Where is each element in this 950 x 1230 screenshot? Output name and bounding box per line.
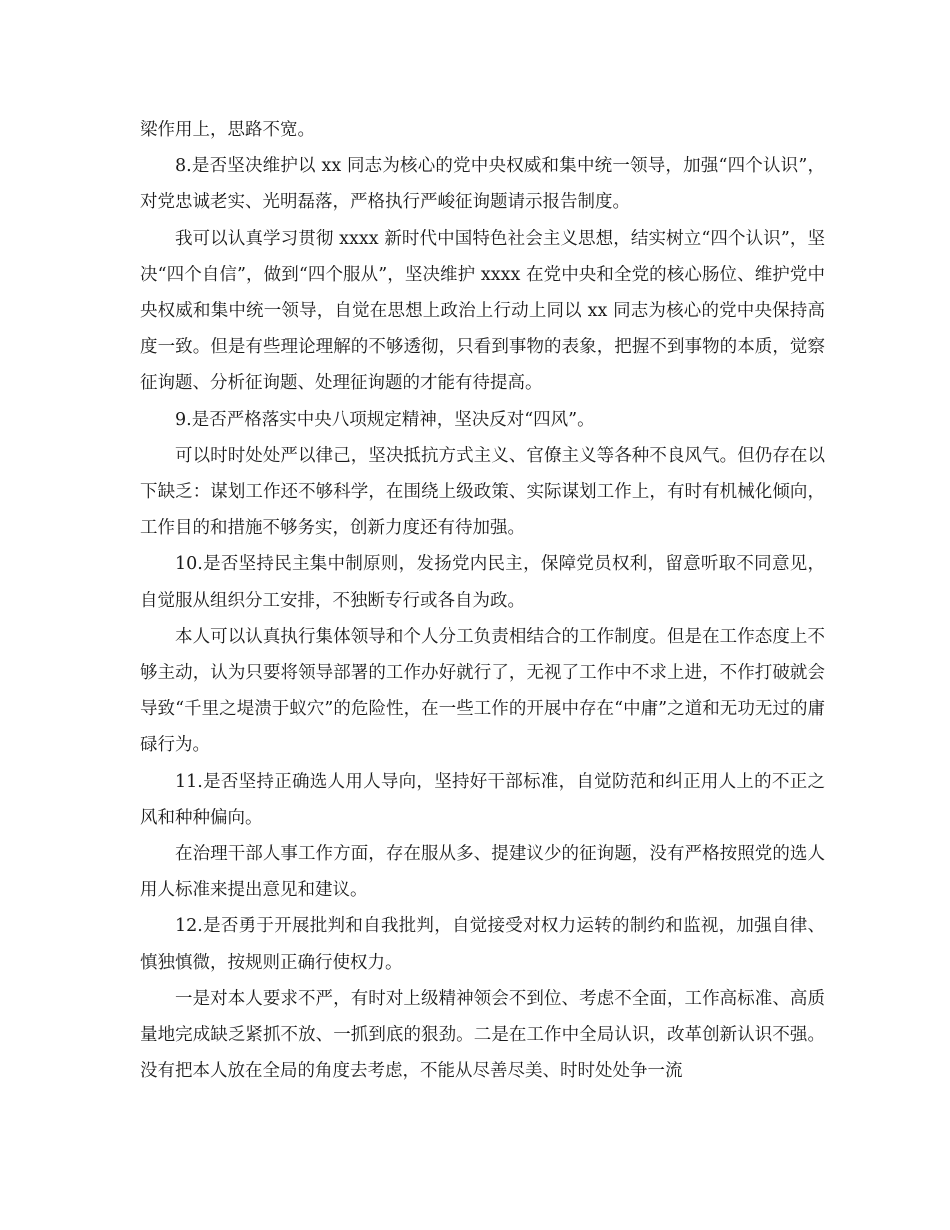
- answer-12: 一是对本人要求不严，有时对上级精神领会不到位、考虑不全面，工作高标准、高质量地完成缺乏紧抓不放、一抓到底的狠劲。二是在工作中全局认识，改革创新认识不强。没有把本人放在全局的角度去考虑，不能从尽善尽美、时时处处争一流: [140, 988, 825, 1082]
- question-11: 11.是否坚持正确选人用人导向，坚持好干部标准，自觉防范和纠正用人上的不正之风和种种偏向。: [140, 771, 825, 828]
- paragraph-continuation: 梁作用上，思路不宽。: [140, 120, 315, 140]
- answer-9: 可以时时处处严以律己，坚决抵抗方式主义、官僚主义等各种不良风气。但仍存在以下缺乏：谋划工作还不够科学，在围绕上级政策、实际谋划工作上，有时有机械化倾向，工作目的和措施不够务实，创新力度还有待加强。: [140, 445, 825, 539]
- answer-11: 在治理干部人事工作方面，存在服从多、提建议少的征询题，没有严格按照党的选人用人标准来提出意见和建议。: [140, 844, 825, 901]
- question-9: 9.是否严格落实中央八项规定精神，坚决反对“四风”。: [175, 409, 595, 430]
- document-body: [140, 112, 825, 1089]
- question-12: 12.是否勇于开展批判和自我批判，自觉接受对权力运转的制约和监视，加强自律、慎独慎微，按规则正确行使权力。: [140, 916, 825, 973]
- answer-10: 本人可以认真执行集体领导和个人分工负责相结合的工作制度。但是在工作态度上不够主动，认为只要将领导部署的工作办好就行了，无视了工作中不求上进，不作打破就会导致“千里之堤溃于蚁穴”的危险性，在一些工作的开展中存在“中庸”之道和无功无过的庸碌行为。: [140, 626, 825, 756]
- question-10: 10.是否坚持民主集中制原则，发扬党内民主，保障党员权利，留意听取不同意见，自觉服从组织分工安排，不独断专行或各自为政。: [140, 554, 825, 611]
- answer-8: 我可以认真学习贯彻 xxxx 新时代中国特色社会主义思想，结实树立“四个认识”，坚决“四个自信”，做到“四个服从”，坚决维护 xxxx 在党中央和全党的核心肠位、维护党中央权威和集中统一领导，自觉在思想上政治上行动上同以 xx 同志为核心的党中央保持高度一致。但是有些理论理解的不够透彻，只看到事物的表象，把握不到事物的本质，觉察征询题、分析征询题、处理征询题的才能有待提高。: [140, 228, 825, 394]
- question-8: 8.是否坚决维护以 xx 同志为核心的党中央权威和集中统一领导，加强“四个认识”，对党忠诚老实、光明磊落，严格执行严峻征询题请示报告制度。: [140, 156, 825, 213]
